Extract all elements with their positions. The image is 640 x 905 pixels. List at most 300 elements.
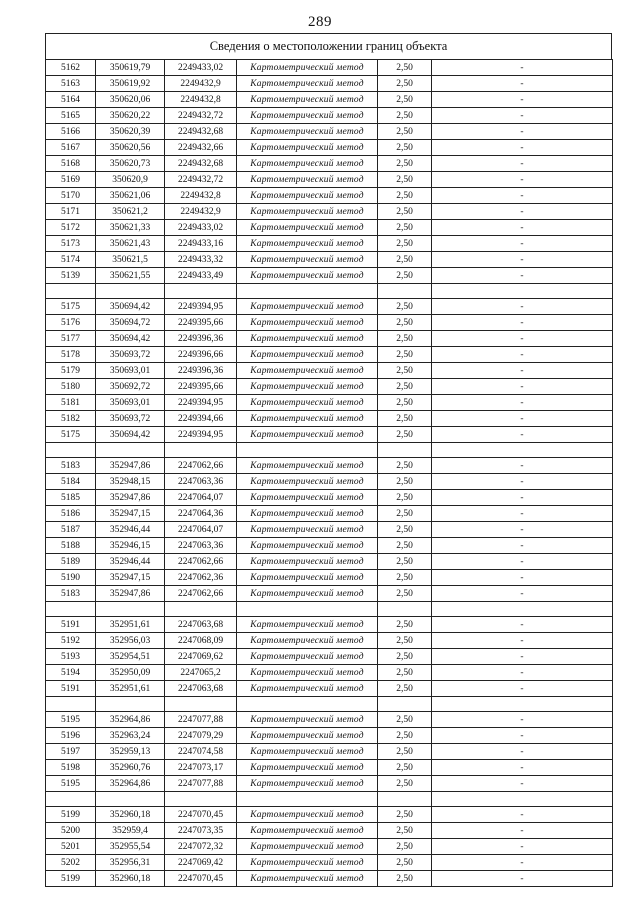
table-row <box>46 506 613 522</box>
empty-cell <box>96 792 165 807</box>
group-separator-row <box>46 443 613 458</box>
accuracy-cell: 2,50 <box>378 172 432 188</box>
table-row <box>46 474 613 490</box>
method-cell: Картометрический метод <box>237 649 378 665</box>
accuracy-cell: 2,50 <box>378 363 432 379</box>
table-row <box>46 554 613 570</box>
description-cell: - <box>432 315 613 331</box>
table-row <box>46 236 613 252</box>
y-coordinate-cell: 2249432,8 <box>165 92 237 108</box>
accuracy-cell: 2,50 <box>378 347 432 363</box>
y-coordinate-cell: 2249394,95 <box>165 427 237 443</box>
table-row <box>46 188 613 204</box>
table-row <box>46 744 613 760</box>
accuracy-cell: 2,50 <box>378 712 432 728</box>
method-cell: Картометрический метод <box>237 60 378 76</box>
x-coordinate-cell: 352947,86 <box>96 586 165 602</box>
table-row <box>46 823 613 839</box>
method-cell: Картометрический метод <box>237 204 378 220</box>
x-coordinate-cell: 350692,72 <box>96 379 165 395</box>
x-coordinate-cell: 350621,06 <box>96 188 165 204</box>
accuracy-cell: 2,50 <box>378 839 432 855</box>
accuracy-cell: 2,50 <box>378 538 432 554</box>
table-row <box>46 204 613 220</box>
accuracy-cell: 2,50 <box>378 395 432 411</box>
point-number-cell: 5200 <box>46 823 96 839</box>
description-cell: - <box>432 474 613 490</box>
description-cell: - <box>432 728 613 744</box>
x-coordinate-cell: 350694,42 <box>96 331 165 347</box>
y-coordinate-cell: 2249395,66 <box>165 379 237 395</box>
x-coordinate-cell: 350619,79 <box>96 60 165 76</box>
accuracy-cell: 2,50 <box>378 490 432 506</box>
method-cell: Картометрический метод <box>237 92 378 108</box>
y-coordinate-cell: 2247069,62 <box>165 649 237 665</box>
method-cell: Картометрический метод <box>237 506 378 522</box>
description-cell: - <box>432 299 613 315</box>
x-coordinate-cell: 350621,5 <box>96 252 165 268</box>
accuracy-cell: 2,50 <box>378 188 432 204</box>
accuracy-cell: 2,50 <box>378 268 432 284</box>
table-row <box>46 124 613 140</box>
description-cell: - <box>432 506 613 522</box>
method-cell: Картометрический метод <box>237 379 378 395</box>
empty-cell <box>46 284 96 299</box>
point-number-cell: 5195 <box>46 712 96 728</box>
empty-cell <box>378 284 432 299</box>
accuracy-cell: 2,50 <box>378 379 432 395</box>
point-number-cell: 5202 <box>46 855 96 871</box>
x-coordinate-cell: 350694,42 <box>96 427 165 443</box>
description-cell: - <box>432 156 613 172</box>
method-cell: Картометрический метод <box>237 665 378 681</box>
x-coordinate-cell: 350620,06 <box>96 92 165 108</box>
accuracy-cell: 2,50 <box>378 871 432 887</box>
table-row <box>46 347 613 363</box>
accuracy-cell: 2,50 <box>378 252 432 268</box>
method-cell: Картометрический метод <box>237 474 378 490</box>
method-cell: Картометрический метод <box>237 760 378 776</box>
description-cell: - <box>432 633 613 649</box>
y-coordinate-cell: 2247064,36 <box>165 506 237 522</box>
y-coordinate-cell: 2247062,66 <box>165 458 237 474</box>
coordinates-table-body <box>46 60 613 887</box>
y-coordinate-cell: 2247070,45 <box>165 807 237 823</box>
x-coordinate-cell: 350619,92 <box>96 76 165 92</box>
method-cell: Картометрический метод <box>237 681 378 697</box>
y-coordinate-cell: 2249433,02 <box>165 60 237 76</box>
x-coordinate-cell: 350621,43 <box>96 236 165 252</box>
point-number-cell: 5178 <box>46 347 96 363</box>
description-cell: - <box>432 538 613 554</box>
method-cell: Картометрический метод <box>237 871 378 887</box>
method-cell: Картометрический метод <box>237 712 378 728</box>
description-cell: - <box>432 855 613 871</box>
table-row <box>46 92 613 108</box>
point-number-cell: 5183 <box>46 458 96 474</box>
method-cell: Картометрический метод <box>237 363 378 379</box>
x-coordinate-cell: 350693,01 <box>96 363 165 379</box>
table-row <box>46 172 613 188</box>
point-number-cell: 5176 <box>46 315 96 331</box>
description-cell: - <box>432 570 613 586</box>
empty-cell <box>46 792 96 807</box>
method-cell: Картометрический метод <box>237 331 378 347</box>
x-coordinate-cell: 352950,09 <box>96 665 165 681</box>
y-coordinate-cell: 2247070,45 <box>165 871 237 887</box>
accuracy-cell: 2,50 <box>378 156 432 172</box>
table-row <box>46 363 613 379</box>
description-cell: - <box>432 204 613 220</box>
accuracy-cell: 2,50 <box>378 331 432 347</box>
point-number-cell: 5162 <box>46 60 96 76</box>
x-coordinate-cell: 350620,56 <box>96 140 165 156</box>
method-cell: Картометрический метод <box>237 108 378 124</box>
empty-cell <box>46 697 96 712</box>
table-row <box>46 458 613 474</box>
y-coordinate-cell: 2249432,9 <box>165 76 237 92</box>
empty-cell <box>378 792 432 807</box>
description-cell: - <box>432 220 613 236</box>
method-cell: Картометрический метод <box>237 633 378 649</box>
method-cell: Картометрический метод <box>237 395 378 411</box>
empty-cell <box>432 697 613 712</box>
y-coordinate-cell: 2249394,66 <box>165 411 237 427</box>
point-number-cell: 5180 <box>46 379 96 395</box>
table-row <box>46 427 613 443</box>
table-row <box>46 712 613 728</box>
table-row <box>46 649 613 665</box>
point-number-cell: 5182 <box>46 411 96 427</box>
method-cell: Картометрический метод <box>237 140 378 156</box>
point-number-cell: 5194 <box>46 665 96 681</box>
y-coordinate-cell: 2247062,66 <box>165 554 237 570</box>
y-coordinate-cell: 2249433,16 <box>165 236 237 252</box>
table-row <box>46 839 613 855</box>
table-row <box>46 252 613 268</box>
accuracy-cell: 2,50 <box>378 108 432 124</box>
table-row <box>46 76 613 92</box>
accuracy-cell: 2,50 <box>378 427 432 443</box>
empty-cell <box>96 284 165 299</box>
method-cell: Картометрический метод <box>237 490 378 506</box>
method-cell: Картометрический метод <box>237 411 378 427</box>
accuracy-cell: 2,50 <box>378 617 432 633</box>
description-cell: - <box>432 712 613 728</box>
description-cell: - <box>432 586 613 602</box>
y-coordinate-cell: 2247063,68 <box>165 681 237 697</box>
table-title: Сведения о местоположении границ объекта <box>45 33 612 59</box>
description-cell: - <box>432 760 613 776</box>
y-coordinate-cell: 2249432,68 <box>165 124 237 140</box>
page-number: 289 <box>308 14 332 30</box>
method-cell: Картометрический метод <box>237 744 378 760</box>
method-cell: Картометрический метод <box>237 172 378 188</box>
accuracy-cell: 2,50 <box>378 60 432 76</box>
method-cell: Картометрический метод <box>237 776 378 792</box>
accuracy-cell: 2,50 <box>378 506 432 522</box>
accuracy-cell: 2,50 <box>378 744 432 760</box>
empty-cell <box>237 284 378 299</box>
x-coordinate-cell: 350621,2 <box>96 204 165 220</box>
y-coordinate-cell: 2247063,36 <box>165 474 237 490</box>
point-number-cell: 5190 <box>46 570 96 586</box>
empty-cell <box>165 443 237 458</box>
empty-cell <box>237 697 378 712</box>
method-cell: Картометрический метод <box>237 855 378 871</box>
description-cell: - <box>432 76 613 92</box>
accuracy-cell: 2,50 <box>378 299 432 315</box>
point-number-cell: 5201 <box>46 839 96 855</box>
table-row <box>46 108 613 124</box>
accuracy-cell: 2,50 <box>378 823 432 839</box>
y-coordinate-cell: 2249395,66 <box>165 315 237 331</box>
group-separator-row <box>46 284 613 299</box>
y-coordinate-cell: 2247073,17 <box>165 760 237 776</box>
description-cell: - <box>432 252 613 268</box>
point-number-cell: 5174 <box>46 252 96 268</box>
y-coordinate-cell: 2249394,95 <box>165 395 237 411</box>
description-cell: - <box>432 395 613 411</box>
accuracy-cell: 2,50 <box>378 204 432 220</box>
boundary-coordinates-sheet <box>45 33 612 887</box>
accuracy-cell: 2,50 <box>378 474 432 490</box>
point-number-cell: 5197 <box>46 744 96 760</box>
x-coordinate-cell: 352959,13 <box>96 744 165 760</box>
point-number-cell: 5185 <box>46 490 96 506</box>
description-cell: - <box>432 554 613 570</box>
method-cell: Картометрический метод <box>237 458 378 474</box>
point-number-cell: 5139 <box>46 268 96 284</box>
method-cell: Картометрический метод <box>237 807 378 823</box>
point-number-cell: 5186 <box>46 506 96 522</box>
description-cell: - <box>432 347 613 363</box>
point-number-cell: 5191 <box>46 681 96 697</box>
y-coordinate-cell: 2247063,68 <box>165 617 237 633</box>
table-row <box>46 395 613 411</box>
method-cell: Картометрический метод <box>237 538 378 554</box>
description-cell: - <box>432 776 613 792</box>
x-coordinate-cell: 350620,39 <box>96 124 165 140</box>
accuracy-cell: 2,50 <box>378 458 432 474</box>
table-row <box>46 807 613 823</box>
empty-cell <box>237 792 378 807</box>
y-coordinate-cell: 2249396,36 <box>165 363 237 379</box>
method-cell: Картометрический метод <box>237 617 378 633</box>
description-cell: - <box>432 140 613 156</box>
accuracy-cell: 2,50 <box>378 554 432 570</box>
method-cell: Картометрический метод <box>237 522 378 538</box>
accuracy-cell: 2,50 <box>378 633 432 649</box>
point-number-cell: 5177 <box>46 331 96 347</box>
group-separator-row <box>46 602 613 617</box>
empty-cell <box>165 792 237 807</box>
table-row <box>46 570 613 586</box>
table-row <box>46 728 613 744</box>
point-number-cell: 5191 <box>46 617 96 633</box>
empty-cell <box>237 602 378 617</box>
accuracy-cell: 2,50 <box>378 776 432 792</box>
description-cell: - <box>432 649 613 665</box>
y-coordinate-cell: 2247074,58 <box>165 744 237 760</box>
x-coordinate-cell: 350621,33 <box>96 220 165 236</box>
empty-cell <box>378 697 432 712</box>
y-coordinate-cell: 2247064,07 <box>165 490 237 506</box>
method-cell: Картометрический метод <box>237 554 378 570</box>
y-coordinate-cell: 2247073,35 <box>165 823 237 839</box>
x-coordinate-cell: 350620,73 <box>96 156 165 172</box>
table-row <box>46 633 613 649</box>
x-coordinate-cell: 350620,9 <box>96 172 165 188</box>
table-row <box>46 871 613 887</box>
description-cell: - <box>432 617 613 633</box>
table-row <box>46 586 613 602</box>
point-number-cell: 5167 <box>46 140 96 156</box>
description-cell: - <box>432 522 613 538</box>
method-cell: Картометрический метод <box>237 252 378 268</box>
description-cell: - <box>432 411 613 427</box>
point-number-cell: 5175 <box>46 299 96 315</box>
x-coordinate-cell: 350621,55 <box>96 268 165 284</box>
method-cell: Картометрический метод <box>237 299 378 315</box>
x-coordinate-cell: 350694,72 <box>96 315 165 331</box>
table-row <box>46 60 613 76</box>
empty-cell <box>165 602 237 617</box>
x-coordinate-cell: 352947,86 <box>96 490 165 506</box>
point-number-cell: 5168 <box>46 156 96 172</box>
accuracy-cell: 2,50 <box>378 236 432 252</box>
x-coordinate-cell: 352951,61 <box>96 681 165 697</box>
method-cell: Картометрический метод <box>237 347 378 363</box>
method-cell: Картометрический метод <box>237 236 378 252</box>
x-coordinate-cell: 352955,54 <box>96 839 165 855</box>
x-coordinate-cell: 350620,22 <box>96 108 165 124</box>
description-cell: - <box>432 60 613 76</box>
accuracy-cell: 2,50 <box>378 649 432 665</box>
x-coordinate-cell: 352956,31 <box>96 855 165 871</box>
description-cell: - <box>432 108 613 124</box>
accuracy-cell: 2,50 <box>378 855 432 871</box>
group-separator-row <box>46 697 613 712</box>
description-cell: - <box>432 823 613 839</box>
y-coordinate-cell: 2247077,88 <box>165 776 237 792</box>
description-cell: - <box>432 490 613 506</box>
accuracy-cell: 2,50 <box>378 315 432 331</box>
table-row <box>46 681 613 697</box>
accuracy-cell: 2,50 <box>378 807 432 823</box>
y-coordinate-cell: 2247072,32 <box>165 839 237 855</box>
description-cell: - <box>432 236 613 252</box>
y-coordinate-cell: 2247062,66 <box>165 586 237 602</box>
y-coordinate-cell: 2249433,32 <box>165 252 237 268</box>
point-number-cell: 5164 <box>46 92 96 108</box>
y-coordinate-cell: 2247077,88 <box>165 712 237 728</box>
table-row <box>46 220 613 236</box>
y-coordinate-cell: 2247068,09 <box>165 633 237 649</box>
empty-cell <box>46 602 96 617</box>
table-row <box>46 490 613 506</box>
x-coordinate-cell: 350694,42 <box>96 299 165 315</box>
point-number-cell: 5192 <box>46 633 96 649</box>
description-cell: - <box>432 744 613 760</box>
y-coordinate-cell: 2249394,95 <box>165 299 237 315</box>
y-coordinate-cell: 2247064,07 <box>165 522 237 538</box>
y-coordinate-cell: 2249396,36 <box>165 331 237 347</box>
table-row <box>46 538 613 554</box>
x-coordinate-cell: 352963,24 <box>96 728 165 744</box>
x-coordinate-cell: 352964,86 <box>96 712 165 728</box>
point-number-cell: 5183 <box>46 586 96 602</box>
accuracy-cell: 2,50 <box>378 140 432 156</box>
table-row <box>46 665 613 681</box>
point-number-cell: 5196 <box>46 728 96 744</box>
y-coordinate-cell: 2249433,02 <box>165 220 237 236</box>
x-coordinate-cell: 352960,18 <box>96 807 165 823</box>
description-cell: - <box>432 172 613 188</box>
method-cell: Картометрический метод <box>237 586 378 602</box>
y-coordinate-cell: 2249396,66 <box>165 347 237 363</box>
description-cell: - <box>432 665 613 681</box>
empty-cell <box>432 602 613 617</box>
table-row <box>46 855 613 871</box>
point-number-cell: 5170 <box>46 188 96 204</box>
point-number-cell: 5171 <box>46 204 96 220</box>
point-number-cell: 5163 <box>46 76 96 92</box>
x-coordinate-cell: 352951,61 <box>96 617 165 633</box>
description-cell: - <box>432 681 613 697</box>
description-cell: - <box>432 188 613 204</box>
method-cell: Картометрический метод <box>237 839 378 855</box>
point-number-cell: 5198 <box>46 760 96 776</box>
point-number-cell: 5187 <box>46 522 96 538</box>
description-cell: - <box>432 331 613 347</box>
y-coordinate-cell: 2249432,72 <box>165 172 237 188</box>
accuracy-cell: 2,50 <box>378 728 432 744</box>
accuracy-cell: 2,50 <box>378 76 432 92</box>
y-coordinate-cell: 2249432,9 <box>165 204 237 220</box>
point-number-cell: 5179 <box>46 363 96 379</box>
x-coordinate-cell: 352946,44 <box>96 522 165 538</box>
empty-cell <box>237 443 378 458</box>
accuracy-cell: 2,50 <box>378 760 432 776</box>
table-row <box>46 760 613 776</box>
x-coordinate-cell: 352946,15 <box>96 538 165 554</box>
empty-cell <box>378 602 432 617</box>
accuracy-cell: 2,50 <box>378 220 432 236</box>
accuracy-cell: 2,50 <box>378 522 432 538</box>
x-coordinate-cell: 352946,44 <box>96 554 165 570</box>
method-cell: Картометрический метод <box>237 728 378 744</box>
empty-cell <box>96 697 165 712</box>
y-coordinate-cell: 2249432,8 <box>165 188 237 204</box>
description-cell: - <box>432 458 613 474</box>
table-row <box>46 268 613 284</box>
y-coordinate-cell: 2247069,42 <box>165 855 237 871</box>
empty-cell <box>432 443 613 458</box>
table-row <box>46 379 613 395</box>
method-cell: Картометрический метод <box>237 427 378 443</box>
point-number-cell: 5199 <box>46 807 96 823</box>
x-coordinate-cell: 352947,15 <box>96 570 165 586</box>
table-row <box>46 522 613 538</box>
y-coordinate-cell: 2249432,68 <box>165 156 237 172</box>
y-coordinate-cell: 2249432,66 <box>165 140 237 156</box>
point-number-cell: 5166 <box>46 124 96 140</box>
table-row <box>46 331 613 347</box>
method-cell: Картометрический метод <box>237 570 378 586</box>
empty-cell <box>432 284 613 299</box>
point-number-cell: 5188 <box>46 538 96 554</box>
